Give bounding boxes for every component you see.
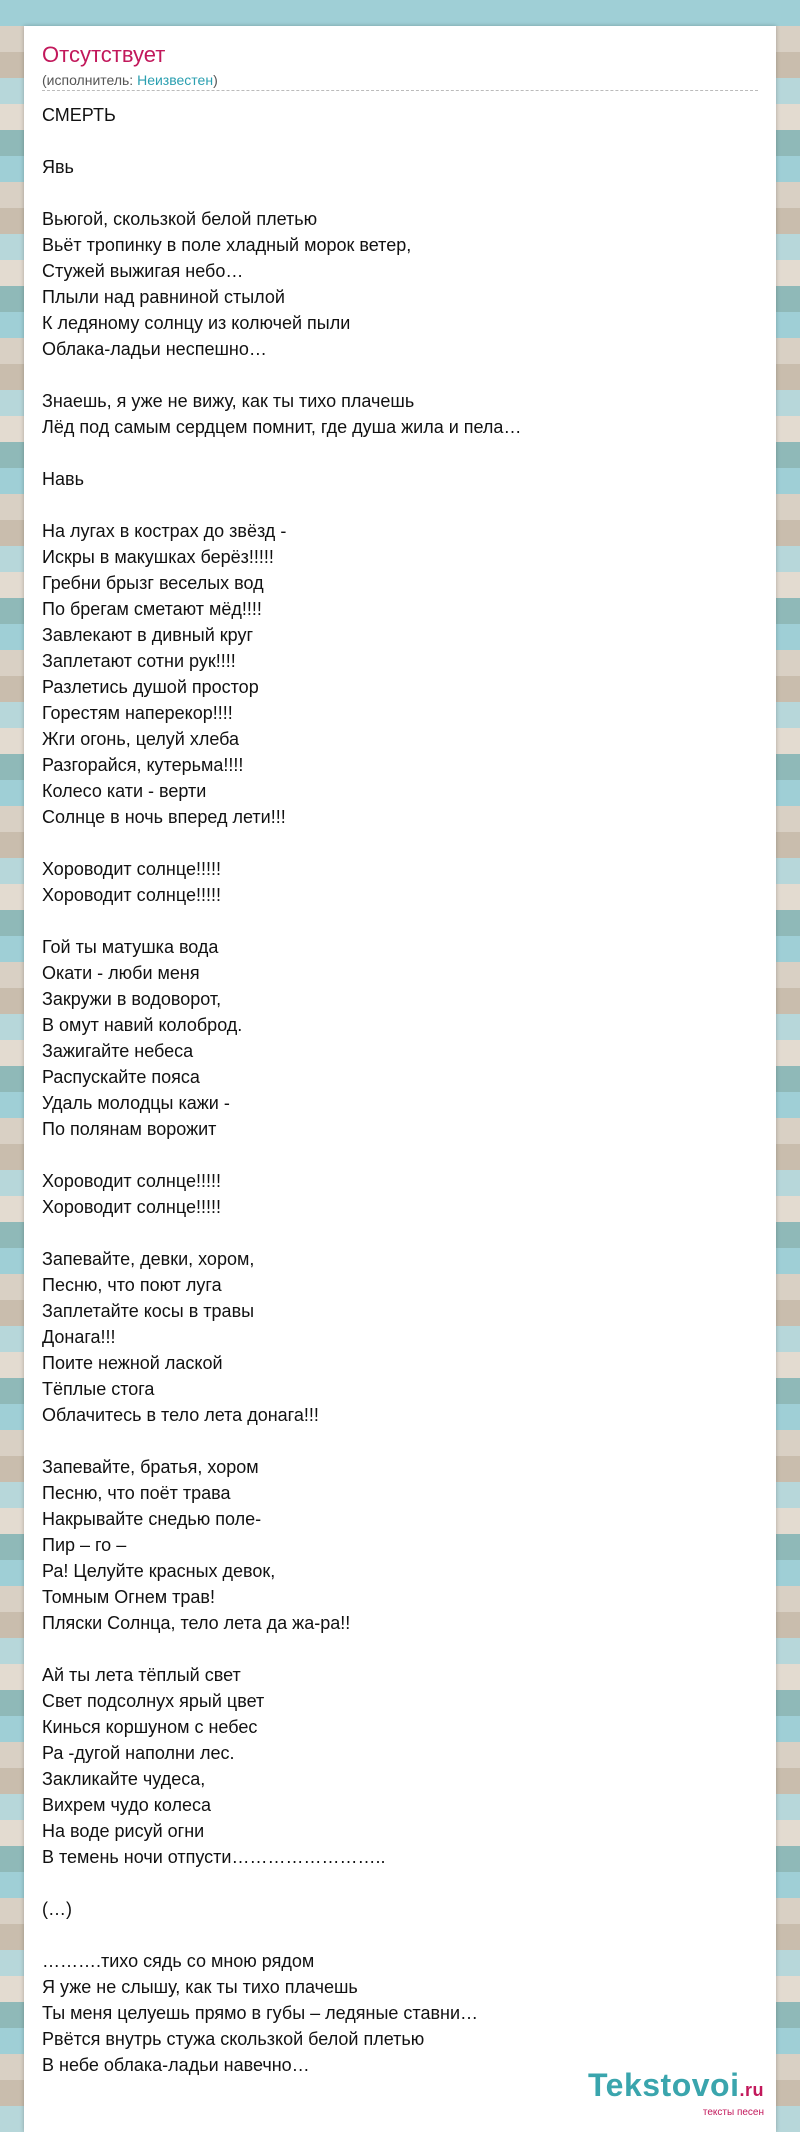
lyric-line: Заплетайте косы в травы [42, 1301, 255, 1321]
lyric-line: Лёд под самым сердцем помнит, где душа жила и пела… [42, 417, 522, 437]
lyric-line: На воде рисуй огни [42, 1821, 205, 1841]
lyric-line: Пир – го – [42, 1535, 127, 1555]
lyric-line: СМЕРТЬ [42, 105, 116, 125]
lyric-line: Рвётся внутрь стужа скользкой белой плетью [42, 2029, 425, 2049]
lyric-blank-line [42, 1428, 742, 1454]
lyric-line: Свет подсолнух ярый цвет [42, 1691, 265, 1711]
lyric-line: Накрывайте снедью поле- [42, 1509, 262, 1529]
lyric-line: Хороводит солнце!!!!! [42, 1197, 221, 1217]
lyric-line: Запевайте, девки, хором, [42, 1249, 255, 1269]
lyric-line: Гребни брызг веселых вод [42, 573, 264, 593]
lyric-line: Зажигайте небеса [42, 1041, 194, 1061]
lyric-line: Удаль молодцы кажи - [42, 1093, 230, 1113]
lyric-blank-line [42, 1142, 742, 1168]
credit-suffix: ) [213, 72, 218, 88]
lyric-line: Песню, что поют луга [42, 1275, 222, 1295]
lyric-line: Тёплые стога [42, 1379, 155, 1399]
lyric-line: В небе облака-ладьи навечно… [42, 2055, 310, 2075]
lyric-line: Запевайте, братья, хором [42, 1457, 259, 1477]
lyric-line: Искры в макушках берёз!!!!! [42, 547, 274, 567]
lyric-line: Окати - люби меня [42, 963, 200, 983]
lyric-line: На лугах в кострах до звёзд - [42, 521, 287, 541]
logo-name: Tekstovoi [587, 2067, 740, 2103]
lyric-line: Хороводит солнце!!!!! [42, 859, 221, 879]
lyric-line: Навь [42, 469, 84, 489]
lyric-line: Распускайте пояса [42, 1067, 200, 1087]
lyric-line: Разлетись душой простор [42, 677, 259, 697]
song-title: Отсутствует [42, 42, 166, 67]
logo-tagline: тексты песен [702, 2107, 764, 2118]
lyric-line: Ай ты лета тёплый свет [42, 1665, 241, 1685]
lyric-line: Завлекают в дивный круг [42, 625, 254, 645]
artist-link[interactable]: Неизвестен [137, 72, 214, 88]
lyric-line: Жги огонь, целуй хлеба [42, 729, 240, 749]
lyric-line: Стужей выжигая небо… [42, 261, 244, 281]
lyric-line: Ра -дугой наполни лес. [42, 1743, 235, 1763]
lyric-line: Заплетают сотни рук!!!! [42, 651, 236, 671]
lyric-line: По брегам сметают мёд!!!! [42, 599, 262, 619]
lyric-blank-line [42, 1922, 742, 1948]
lyric-line: По полянам ворожит [42, 1119, 217, 1139]
lyrics-text [42, 102, 742, 2078]
lyric-blank-line [42, 1636, 742, 1662]
lyric-line: Знаешь, я уже не вижу, как ты тихо плачешь [42, 391, 415, 411]
lyric-line: Вихрем чудо колеса [42, 1795, 211, 1815]
lyric-blank-line [42, 908, 742, 934]
lyric-line: Ты меня целуешь прямо в губы – ледяные ставни… [42, 2003, 479, 2023]
lyric-line: В омут навий колоброд. [42, 1015, 243, 1035]
lyrics-card [24, 26, 776, 2132]
lyric-line: ……….тихо сядь со мною рядом [42, 1951, 315, 1971]
lyric-line: (…) [42, 1899, 72, 1919]
lyric-line: Хороводит солнце!!!!! [42, 885, 221, 905]
lyric-line: Кинься коршуном с небес [42, 1717, 258, 1737]
lyric-line: Хороводит солнце!!!!! [42, 1171, 221, 1191]
lyric-line: Облачитесь в тело лета донага!!! [42, 1405, 319, 1425]
lyric-line: Плыли над равниной стылой [42, 287, 285, 307]
lyric-blank-line [42, 1870, 742, 1896]
lyric-line: Песню, что поёт трава [42, 1483, 231, 1503]
lyric-line: В темень ночи отпусти…………………….. [42, 1847, 386, 1867]
lyric-line: Закружи в водоворот, [42, 989, 222, 1009]
lyric-line: Разгорайся, кутерьма!!!! [42, 755, 244, 775]
header-divider [42, 90, 758, 91]
lyric-blank-line [42, 362, 742, 388]
lyric-blank-line [42, 492, 742, 518]
song-credit [42, 72, 218, 88]
lyric-line: Закликайте чудеса, [42, 1769, 206, 1789]
credit-prefix: (исполнитель: [42, 72, 138, 88]
lyric-line: Горестям наперекор!!!! [42, 703, 233, 723]
lyric-line: К ледяному солнцу из колючей пыли [42, 313, 351, 333]
logo-tld: .ru [739, 2080, 764, 2100]
lyric-line: Колесо кати - верти [42, 781, 207, 801]
lyric-line: Гой ты матушка вода [42, 937, 219, 957]
site-logo[interactable] [588, 2069, 764, 2118]
lyric-blank-line [42, 128, 742, 154]
lyric-line: Пляски Солнца, тело лета да жа-ра!! [42, 1613, 351, 1633]
lyric-line: Томным Огнем трав! [42, 1587, 215, 1607]
lyric-blank-line [42, 180, 742, 206]
lyric-line: Солнце в ночь вперед лети!!! [42, 807, 286, 827]
lyric-line: Явь [42, 157, 74, 177]
lyric-line: Облака-ладьи неспешно… [42, 339, 267, 359]
lyric-blank-line [42, 440, 742, 466]
lyric-line: Донага!!! [42, 1327, 116, 1347]
lyric-line: Вьёт тропинку в поле хладный морок ветер, [42, 235, 412, 255]
lyric-blank-line [42, 830, 742, 856]
lyric-line: Поите нежной лаской [42, 1353, 223, 1373]
lyric-line: Ра! Целуйте красных девок, [42, 1561, 276, 1581]
lyric-blank-line [42, 1220, 742, 1246]
lyric-line: Вьюгой, скользкой белой плетью [42, 209, 318, 229]
lyric-line: Я уже не слышу, как ты тихо плачешь [42, 1977, 358, 1997]
